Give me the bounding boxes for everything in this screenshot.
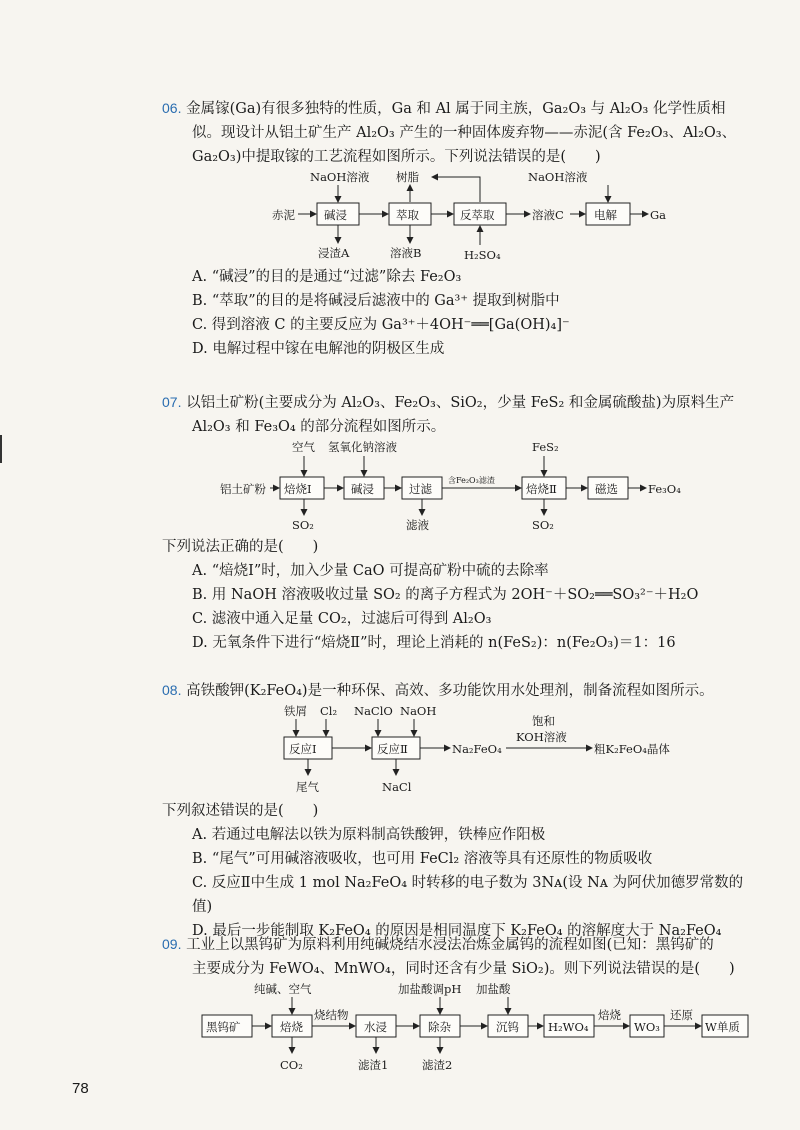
flow-diagram-09 bbox=[172, 981, 760, 1077]
flow-diagram-07 bbox=[192, 439, 780, 535]
flow-step: 沉钨 bbox=[496, 1020, 519, 1034]
flow-diagram-08 bbox=[226, 703, 786, 799]
flow-input: NaOH bbox=[400, 704, 437, 718]
option-a: A. “碱浸”的目的是通过“过滤”除去 Fe₂O₃ bbox=[192, 269, 462, 285]
flow-step: 电解 bbox=[594, 208, 617, 222]
flow-step: 碱浸 bbox=[351, 482, 374, 496]
option-a: A. 若通过电解法以铁为原料制高铁酸钾，铁棒应作阳极 bbox=[192, 827, 546, 843]
flow-output: SO₂ bbox=[532, 518, 554, 532]
flow-step: 除杂 bbox=[428, 1020, 451, 1034]
stem-line: 高铁酸钾(K₂FeO₄)是一种环保、高效、多功能饮用水处理剂，制备流程如图所示。 bbox=[186, 683, 714, 699]
flow-output: 浸渣A bbox=[318, 246, 350, 260]
question-number: 07. bbox=[162, 394, 182, 410]
flow-input: 纯碱、空气 bbox=[254, 982, 312, 996]
flow-step: 黑钨矿 bbox=[206, 1020, 241, 1034]
flow-input: 氢氧化钠溶液 bbox=[328, 440, 397, 454]
flow-arrow-label: KOH溶液 bbox=[516, 730, 567, 744]
flow-step: 焙烧Ⅰ bbox=[284, 482, 312, 496]
question-lead: 下列叙述错误的是( ) bbox=[162, 803, 319, 819]
flow-step: H₂WO₄ bbox=[548, 1020, 589, 1034]
option-c: C. 滤液中通入足量 CO₂，过滤后可得到 Al₂O₃ bbox=[192, 611, 492, 627]
flow-input: NaClO bbox=[354, 704, 393, 718]
option-c: C. 得到溶液 C 的主要反应为 Ga³⁺＋4OH⁻══[Ga(OH)₄]⁻ bbox=[192, 317, 570, 333]
flow-input: FeS₂ bbox=[532, 440, 559, 454]
flow-arrow-label: 焙烧 bbox=[598, 1008, 621, 1022]
stem-line: 工业上以黑钨矿为原料利用纯碱烧结水浸法冶炼金属钨的流程如图(已知：黑钨矿的 bbox=[186, 937, 714, 953]
flow-step: 反应Ⅰ bbox=[289, 742, 317, 756]
option-d: D. 电解过程中镓在电解池的阴极区生成 bbox=[192, 341, 445, 357]
flow-step: 焙烧Ⅱ bbox=[526, 482, 557, 496]
option-b: B. “尾气”可用碱溶液吸收，也可用 FeCl₂ 溶液等具有还原性的物质吸收 bbox=[192, 851, 653, 867]
flow-input: NaOH溶液 bbox=[528, 170, 588, 184]
stem-line: 似。现设计从铝土矿生产 Al₂O₃ 产生的一种固体废弃物——赤泥(含 Fe₂O₃、Al₂O₃、 bbox=[192, 125, 737, 141]
flow-start: 赤泥 bbox=[272, 208, 295, 222]
flow-step: 磁选 bbox=[595, 482, 618, 496]
flow-input: H₂SO₄ bbox=[464, 248, 501, 262]
flow-step: 水浸 bbox=[364, 1020, 387, 1034]
stem-line: Ga₂O₃)中提取镓的工艺流程如图所示。下列说法错误的是( ) bbox=[192, 149, 601, 165]
flow-input: 树脂 bbox=[396, 170, 419, 184]
flow-arrow-label: 含Fe₂O₃滤渣 bbox=[448, 476, 495, 485]
flow-arrow-label: 烧结物 bbox=[314, 1008, 349, 1022]
flow-input: 加盐酸调pH bbox=[398, 982, 462, 996]
flow-output: 尾气 bbox=[296, 780, 319, 794]
flow-output: 滤渣2 bbox=[422, 1058, 453, 1072]
flow-step: 碱浸 bbox=[324, 208, 347, 222]
flow-input: 加盐酸 bbox=[476, 982, 511, 996]
question-08 bbox=[162, 678, 750, 943]
flow-step: 萃取 bbox=[396, 208, 419, 222]
flow-step: 焙烧 bbox=[280, 1020, 303, 1034]
flow-diagram-06 bbox=[232, 169, 792, 265]
question-stem bbox=[162, 932, 750, 957]
flow-arrow-label: 饱和 bbox=[532, 714, 555, 728]
flow-step: 粗K₂FeO₄晶体 bbox=[594, 742, 670, 756]
question-07 bbox=[162, 390, 750, 655]
flow-step: WO₃ bbox=[634, 1020, 660, 1034]
stem-line: 主要成分为 FeWO₄、MnWO₄，同时还含有少量 SiO₂)。则下列说法错误的是( ) bbox=[192, 961, 735, 977]
stem-line: 金属镓(Ga)有很多独特的性质，Ga 和 Al 属于同主族，Ga₂O₃ 与 Al₂O₃ 化学性质相 bbox=[186, 101, 726, 117]
question-stem bbox=[162, 96, 750, 121]
option-b: B. 用 NaOH 溶液吸收过量 SO₂ 的离子方程式为 2OH⁻＋SO₂══SO₃²⁻＋H₂O bbox=[192, 587, 699, 603]
option-d: D. 最后一步能制取 K₂FeO₄ 的原因是相同温度下 K₂FeO₄ 的溶解度大于 Na₂FeO₄ bbox=[192, 923, 722, 939]
question-number: 09. bbox=[162, 936, 182, 952]
stem-line: 以铝土矿粉(主要成分为 Al₂O₃、Fe₂O₃、SiO₂，少量 FeS₂ 和金属硫酸盐)为原料生产 bbox=[186, 395, 735, 411]
flow-output: CO₂ bbox=[280, 1058, 303, 1072]
flow-output: SO₂ bbox=[292, 518, 314, 532]
flow-output: 溶液B bbox=[390, 246, 422, 260]
question-09 bbox=[162, 932, 750, 1077]
question-06 bbox=[162, 96, 750, 361]
stem-line: Al₂O₃ 和 Fe₃O₄ 的部分流程如图所示。 bbox=[192, 419, 446, 435]
flow-start: 铝土矿粉 bbox=[220, 482, 266, 496]
flow-input: 铁屑 bbox=[284, 704, 307, 718]
question-stem bbox=[162, 678, 750, 703]
flow-step: 反萃取 bbox=[460, 208, 495, 222]
page-edge-mark bbox=[0, 435, 2, 463]
flow-step: 反应Ⅱ bbox=[377, 742, 408, 756]
flow-step: Fe₃O₄ bbox=[648, 482, 681, 496]
question-stem bbox=[162, 390, 750, 415]
option-a: A. “焙烧Ⅰ”时，加入少量 CaO 可提高矿粉中硫的去除率 bbox=[192, 563, 549, 579]
question-lead: 下列说法正确的是( ) bbox=[162, 539, 319, 555]
flow-step: 过滤 bbox=[409, 482, 432, 496]
question-number: 06. bbox=[162, 100, 182, 116]
flow-output: NaCl bbox=[382, 780, 412, 794]
flow-step: W单质 bbox=[705, 1020, 740, 1034]
option-d: D. 无氧条件下进行“焙烧Ⅱ”时，理论上消耗的 n(FeS₂)：n(Fe₂O₃)＝1：16 bbox=[192, 635, 676, 651]
flow-step: Ga bbox=[650, 208, 667, 222]
flow-input: NaOH溶液 bbox=[310, 170, 370, 184]
flow-arrow-label: 还原 bbox=[670, 1008, 693, 1022]
flow-output: 滤渣1 bbox=[358, 1058, 389, 1072]
flow-step: 溶液C bbox=[532, 208, 564, 222]
page-number: 78 bbox=[72, 1080, 89, 1097]
option-c: C. 反应Ⅱ中生成 1 mol Na₂FeO₄ 时转移的电子数为 3Nᴀ(设 Nᴀ 为阿伏加德罗常数的值) bbox=[192, 875, 744, 915]
flow-input: Cl₂ bbox=[320, 704, 338, 718]
flow-output: 滤液 bbox=[406, 518, 429, 532]
flow-input: 空气 bbox=[292, 440, 315, 454]
flow-step: Na₂FeO₄ bbox=[452, 742, 502, 756]
option-b: B. “萃取”的目的是将碱浸后滤液中的 Ga³⁺ 提取到树脂中 bbox=[192, 293, 560, 309]
question-number: 08. bbox=[162, 682, 182, 698]
